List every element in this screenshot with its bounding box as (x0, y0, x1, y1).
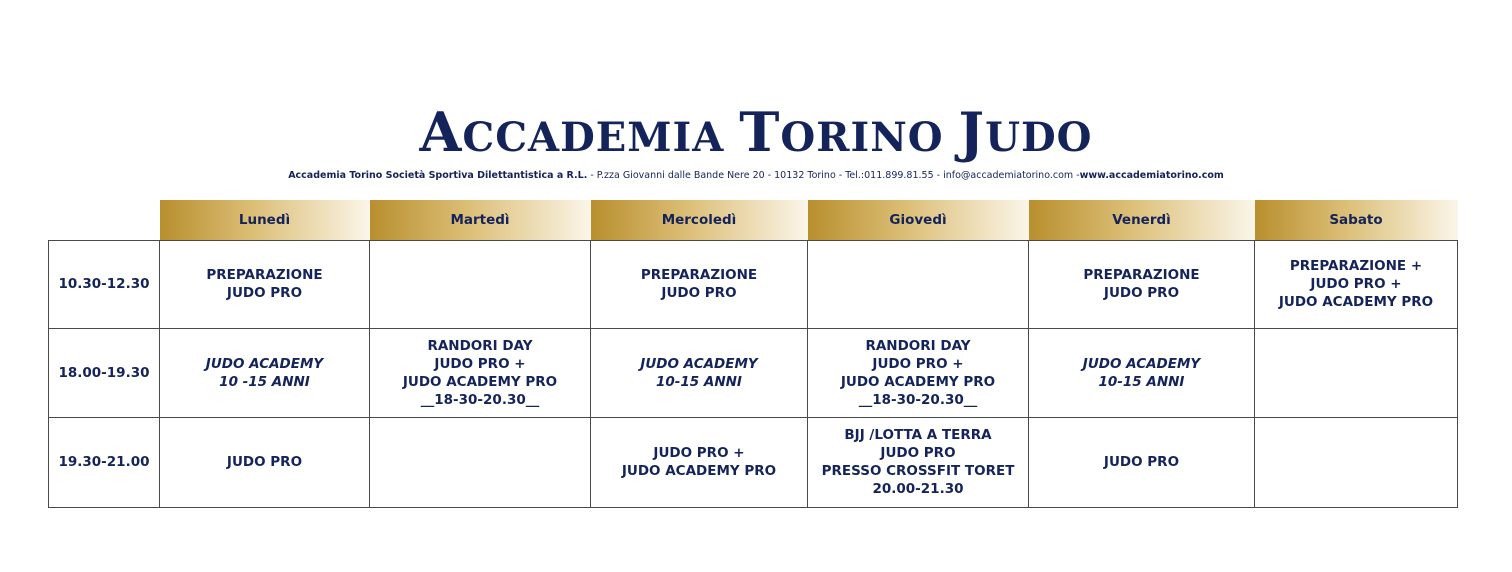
schedule-row (49, 417, 1458, 507)
class-line: JUDO ACADEMY PRO (621, 463, 777, 479)
class-line: JUDO PRO (661, 285, 737, 301)
schedule-cell (808, 417, 1029, 507)
day-header: Giovedì (808, 200, 1029, 240)
time-slot: 10.30-12.30 (49, 240, 160, 328)
class-line: 20.00-21.30 (872, 481, 964, 497)
schedule-cell (808, 240, 1029, 328)
schedule-cell (1029, 240, 1255, 328)
schedule-cell (370, 240, 591, 328)
day-header: Mercoledì (591, 200, 808, 240)
website-link[interactable]: www.accademiatorino.com (1079, 170, 1224, 181)
class-line: PREPARAZIONE (1083, 267, 1200, 283)
class-line: JUDO PRO (226, 285, 303, 301)
time-slot: 18.00-19.30 (49, 328, 160, 417)
class-line: PREPARAZIONE (640, 267, 758, 283)
day-header: Martedì (370, 200, 591, 240)
class-line: BJJ /LOTTA A TERRA (844, 427, 992, 443)
schedule-cell (808, 328, 1029, 417)
class-line: JUDO ACADEMY (640, 355, 758, 372)
class-line: JUDO PRO (1103, 454, 1180, 470)
day-header: Lunedì (160, 200, 370, 240)
class-line: PREPARAZIONE (206, 267, 323, 283)
class-line: JUDO ACADEMY PRO (840, 373, 996, 390)
class-line: JUDO PRO (226, 454, 303, 470)
schedule-cell (591, 328, 808, 417)
class-line: JUDO PRO + (1310, 276, 1402, 292)
schedule-cell (1255, 240, 1458, 328)
class-line: __18-30-20.30__ (420, 391, 540, 408)
class-line: 10-15 ANNI (1098, 373, 1185, 390)
schedule-cell (591, 240, 808, 328)
class-line: JUDO PRO (880, 445, 956, 461)
time-slot: 19.30-21.00 (49, 417, 160, 507)
schedule-cell (160, 240, 370, 328)
schedule-cell (370, 328, 591, 417)
class-line: 10 -15 ANNI (219, 373, 310, 390)
class-line: JUDO PRO + (872, 355, 964, 372)
schedule-cell (591, 417, 808, 507)
schedule-cell (160, 417, 370, 507)
contact-details: - P.zza Giovanni dalle Bande Nere 20 - 10132 Torino - Tel.:011.899.81.55 - info@accademiatorino.com - (587, 170, 1080, 181)
contact-line (0, 170, 1512, 181)
corner-cell (49, 200, 160, 240)
schedule-cell (160, 328, 370, 417)
class-line: JUDO ACADEMY PRO (402, 373, 558, 390)
class-line: PREPARAZIONE + (1289, 258, 1423, 274)
schedule-cell (1029, 417, 1255, 507)
class-line: RANDORI DAY (427, 337, 533, 354)
day-header-row (49, 200, 1458, 240)
schedule-cell (1255, 328, 1458, 417)
class-line: JUDO ACADEMY (205, 355, 324, 372)
schedule-row (49, 328, 1458, 417)
day-header: Sabato (1255, 200, 1458, 240)
class-line: __18-30-20.30__ (858, 391, 978, 408)
class-line: JUDO ACADEMY PRO (1278, 294, 1434, 310)
page-title: ACCADEMIA TORINO JUDO (419, 100, 1093, 164)
class-line: 10-15 ANNI (656, 373, 742, 390)
class-line: JUDO PRO + (653, 445, 745, 461)
day-header: Venerdì (1029, 200, 1255, 240)
schedule-cell (370, 417, 591, 507)
schedule-cell (1029, 328, 1255, 417)
class-line: JUDO PRO + (434, 355, 526, 372)
schedule-row (49, 240, 1458, 328)
company-name: Accademia Torino Società Sportiva Dilettantistica a R.L. (288, 170, 588, 181)
schedule-table (48, 200, 1458, 508)
class-line: PRESSO CROSSFIT TORET (821, 463, 1015, 479)
class-line: RANDORI DAY (865, 337, 971, 354)
class-line: JUDO PRO (1103, 285, 1180, 301)
schedule-cell (1255, 417, 1458, 507)
class-line: JUDO ACADEMY (1082, 355, 1201, 372)
